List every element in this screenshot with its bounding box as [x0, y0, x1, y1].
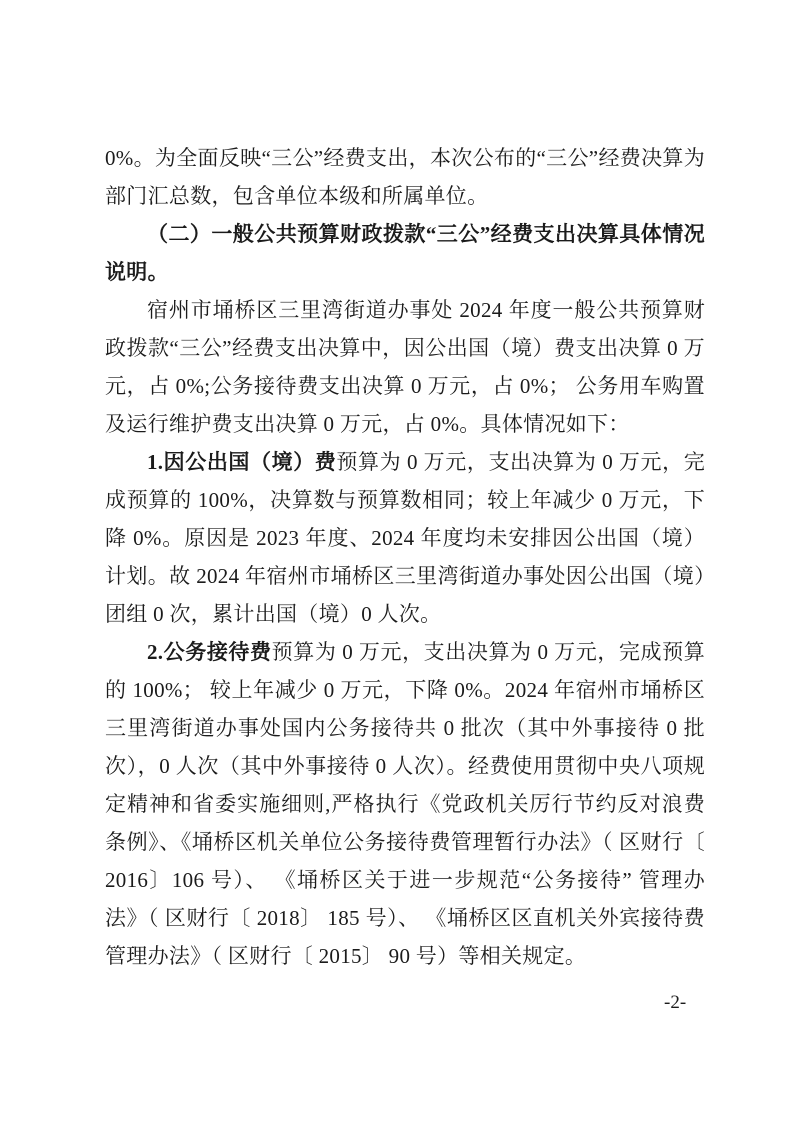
page-number: -2-	[664, 992, 687, 1013]
paragraph-item-1	[105, 443, 705, 633]
paragraph-intro: 宿州市埇桥区三里湾街道办事处 2024 年度一般公共预算财政拨款“三公”经费支出决算中，因公出国（境）费支出决算 0 万元，占 0%;公务接待费支出决算 0 万元，占 0%； 公务用车购置及运行维护费支出决算 0 万元，占 0%。具体情况如下：	[105, 298, 705, 436]
document-text-block	[105, 139, 705, 975]
item-1-lead: 1.因公出国（境）费	[147, 450, 337, 474]
item-2-lead: 2.公务接待费	[147, 640, 272, 664]
paragraph-continuation: 0%。为全面反映“三公”经费支出，本次公布的“三公”经费决算为部门汇总数，包含单位本级和所属单位。	[105, 146, 705, 208]
item-1-text: 预算为 0 万元，支出决算为 0 万元，完成预算的 100%，决算数与预算数相同；较上年减少 0 万元，下降 0%。原因是 2023 年度、2024 年度均未安排因公出国（境）计划。故 2024 年宿州市埇桥区三里湾街道办事处因公出国（境）团组 0 次，累计出国（境）0 人次。	[105, 450, 705, 626]
paragraph-item-2	[105, 633, 705, 975]
section-heading: （二）一般公共预算财政拨款“三公”经费支出决算具体情况说明。	[105, 222, 705, 284]
item-2-text: 预算为 0 万元，支出决算为 0 万元，完成预算的 100%； 较上年减少 0 万元，下降 0%。2024 年宿州市埇桥区三里湾街道办事处国内公务接待共 0 批次（其中外事接待 0 批次），0 人次（其中外事接待 0 人次）。经费使用贯彻中央八项规定精神和省委实施细则,严格执行《党政机关厉行节约反对浪费条例》、《埇桥区机关单位公务接待费管理暂行办法》（ 区财行〔 2016〕106 号）、 《埇桥区关于进一步规范“公务接待” 管理办法》（ 区财行〔 2018〕 185 号）、 《埇桥区区直机关外宾接待费管理办法》（ 区财行〔 2015〕 90 号）等相关规定。	[105, 640, 705, 968]
